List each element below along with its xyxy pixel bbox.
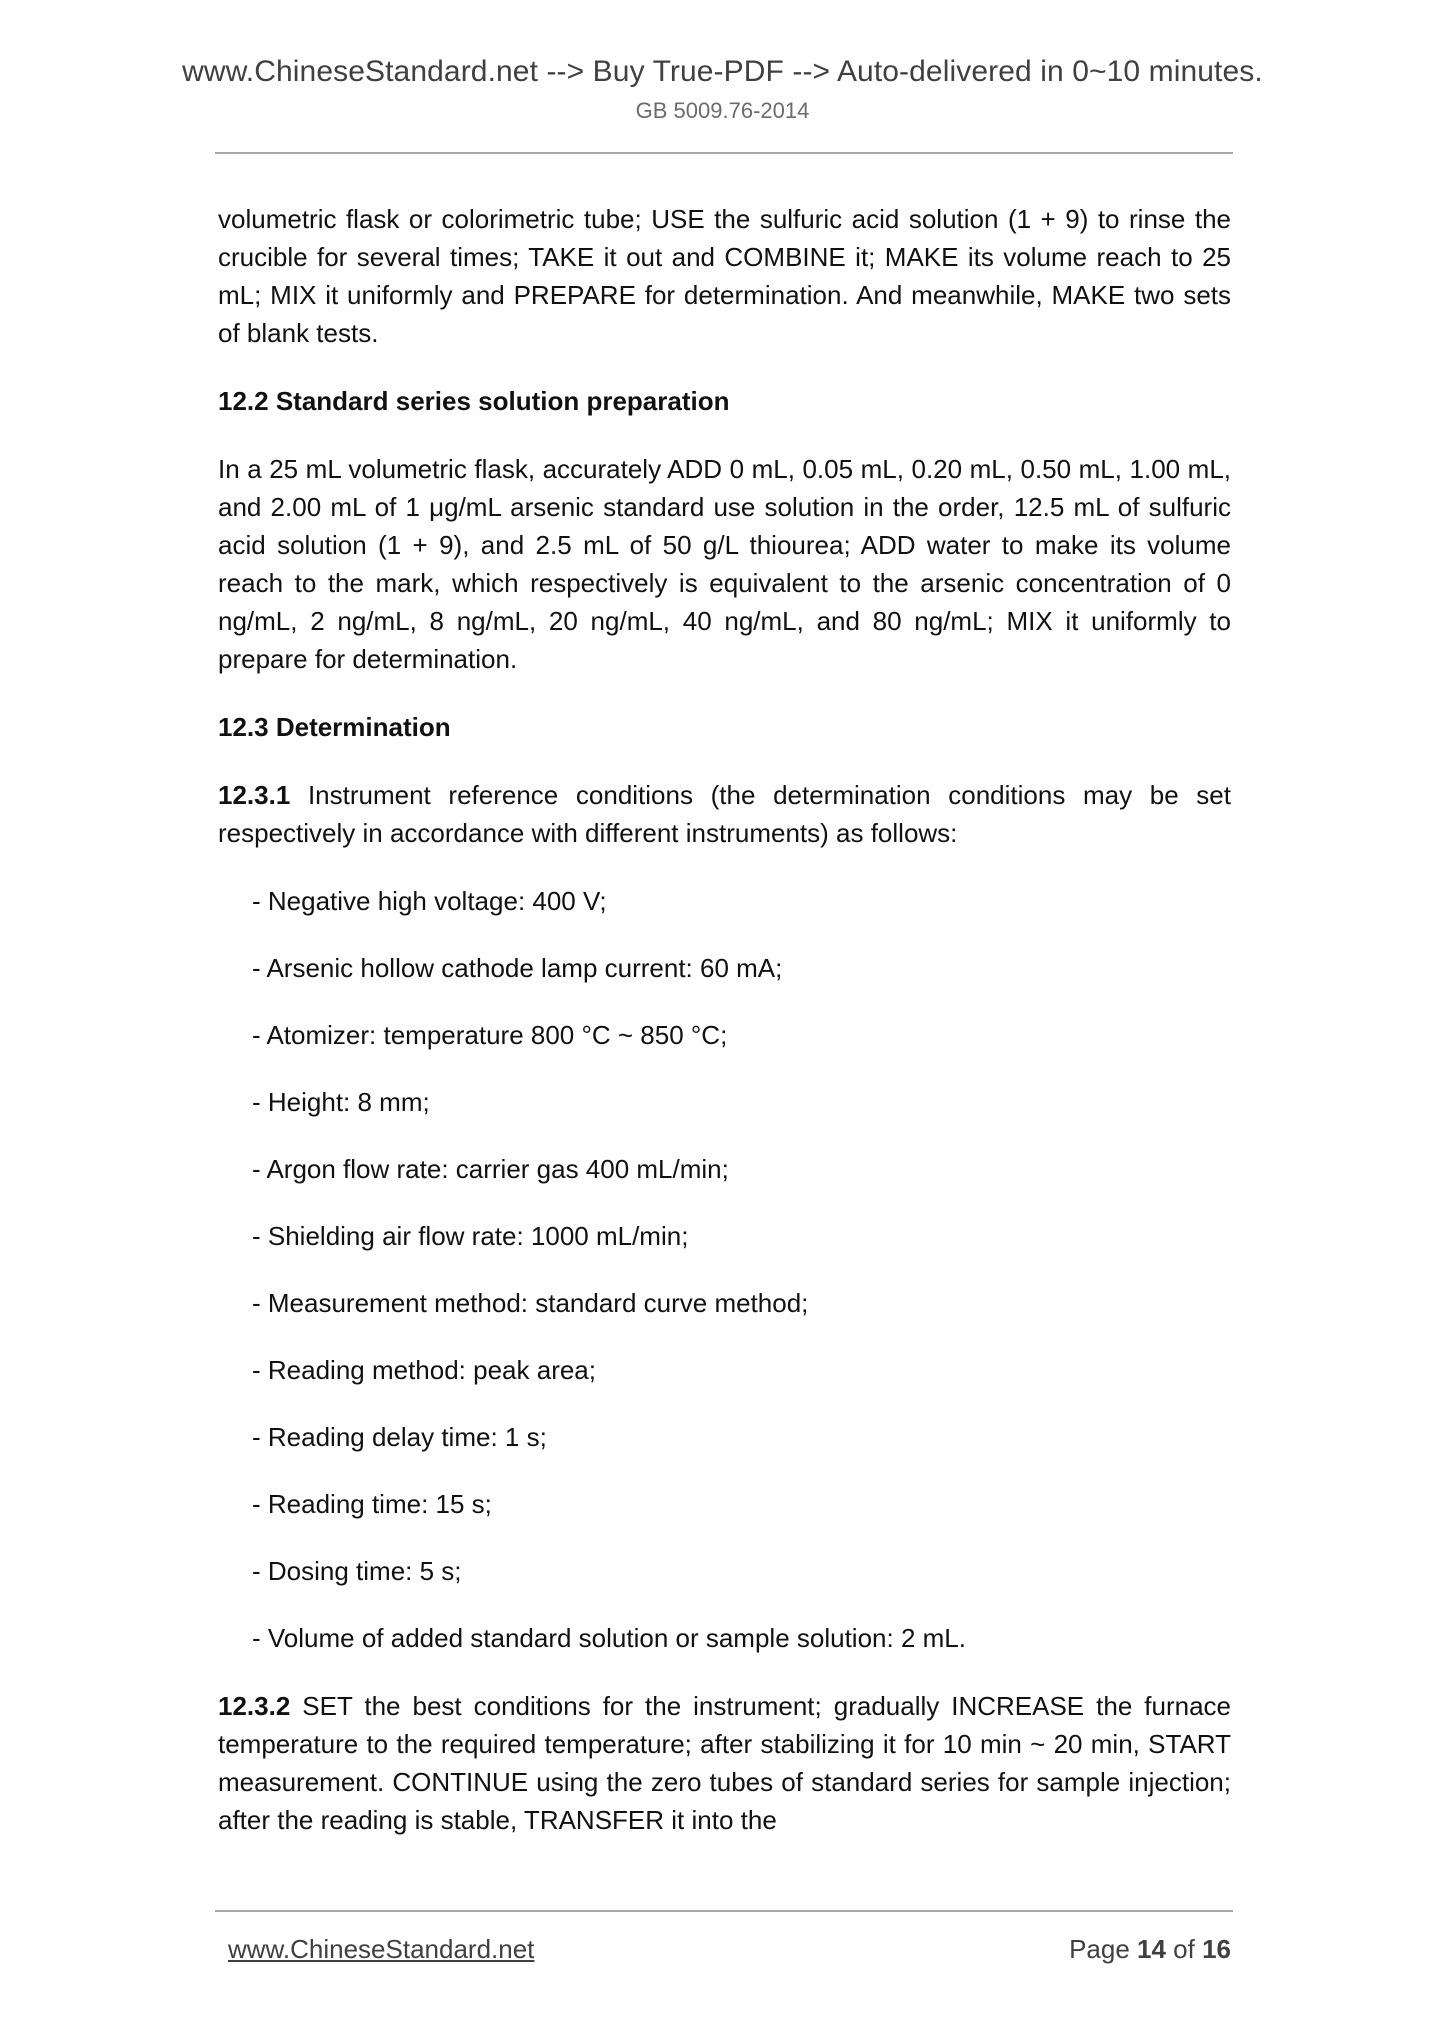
clause-number: 12.3.2	[218, 1691, 291, 1721]
clause-12-3-2	[218, 1687, 1231, 1839]
instrument-conditions-list	[218, 882, 1231, 1657]
condition-item: - Measurement method: standard curve method;	[252, 1288, 809, 1318]
page-content	[218, 200, 1231, 1839]
condition-item: - Atomizer: temperature 800 °C ~ 850 °C;	[252, 1020, 728, 1050]
header-divider	[215, 152, 1233, 154]
page-header	[0, 52, 1445, 126]
clause-number: 12.3.1	[218, 780, 291, 810]
condition-item: - Reading method: peak area;	[252, 1355, 596, 1385]
section-12-2-paragraph: In a 25 mL volumetric flask, accurately ADD 0 mL, 0.05 mL, 0.20 mL, 0.50 mL, 1.00 mL, and 2.00 mL of 1 μg/mL arsenic standard use solution in the order, 12.5 mL of sulfuric acid solution (1 + 9), and 2.5 mL of 50 g/L thiourea; ADD water to make its volume reach to the mark, which respectively is equivalent to the arsenic concentration of 0 ng/mL, 2 ng/mL, 8 ng/mL, 20 ng/mL, 40 ng/mL, and 80 ng/mL; MIX it uniformly to prepare for determination.	[218, 454, 1231, 674]
section-heading-12-2: 12.2 Standard series solution preparation	[218, 386, 730, 416]
condition-item: - Dosing time: 5 s;	[252, 1556, 462, 1586]
current-page: 14	[1137, 1934, 1166, 1964]
condition-item: - Reading time: 15 s;	[252, 1489, 492, 1519]
section-heading-12-3: 12.3 Determination	[218, 712, 451, 742]
intro-paragraph: volumetric flask or colorimetric tube; USE the sulfuric acid solution (1 + 9) to rinse the crucible for several times; TAKE it out and COMBINE it; MAKE its volume reach to 25 mL; MIX it uniformly and PREPARE for determination. And meanwhile, MAKE two sets of blank tests.	[218, 204, 1231, 348]
condition-item: - Negative high voltage: 400 V;	[252, 886, 607, 916]
clause-text: Instrument reference conditions (the determination conditions may be set respectively in accordance with different instruments) as follows:	[218, 780, 1231, 848]
website-link[interactable]: www.ChineseStandard.net	[228, 1934, 535, 1964]
clause-text: SET the best conditions for the instrument; gradually INCREASE the furnace temperature to the required temperature; after stabilizing it for 10 min ~ 20 min, START measurement. CONTINUE using the zero tubes of standard series for sample injection; after the reading is stable, TRANSFER it into the	[218, 1691, 1231, 1835]
header-banner: www.ChineseStandard.net --> Buy True-PDF --> Auto-delivered in 0~10 minutes.	[182, 55, 1263, 88]
page-indicator: Page 14 of 16	[1069, 1934, 1231, 1964]
standard-code: GB 5009.76-2014	[635, 98, 810, 123]
total-pages: 16	[1202, 1934, 1231, 1964]
footer-divider	[215, 1910, 1233, 1912]
condition-item: - Reading delay time: 1 s;	[252, 1422, 547, 1452]
condition-item: - Arsenic hollow cathode lamp current: 60 mA;	[252, 953, 783, 983]
clause-12-3-1	[218, 776, 1231, 852]
page-footer	[228, 1932, 1231, 1966]
condition-item: - Volume of added standard solution or sample solution: 2 mL.	[252, 1623, 966, 1653]
condition-item: - Argon flow rate: carrier gas 400 mL/min;	[252, 1154, 729, 1184]
condition-item: - Shielding air flow rate: 1000 mL/min;	[252, 1221, 689, 1251]
condition-item: - Height: 8 mm;	[252, 1087, 430, 1117]
